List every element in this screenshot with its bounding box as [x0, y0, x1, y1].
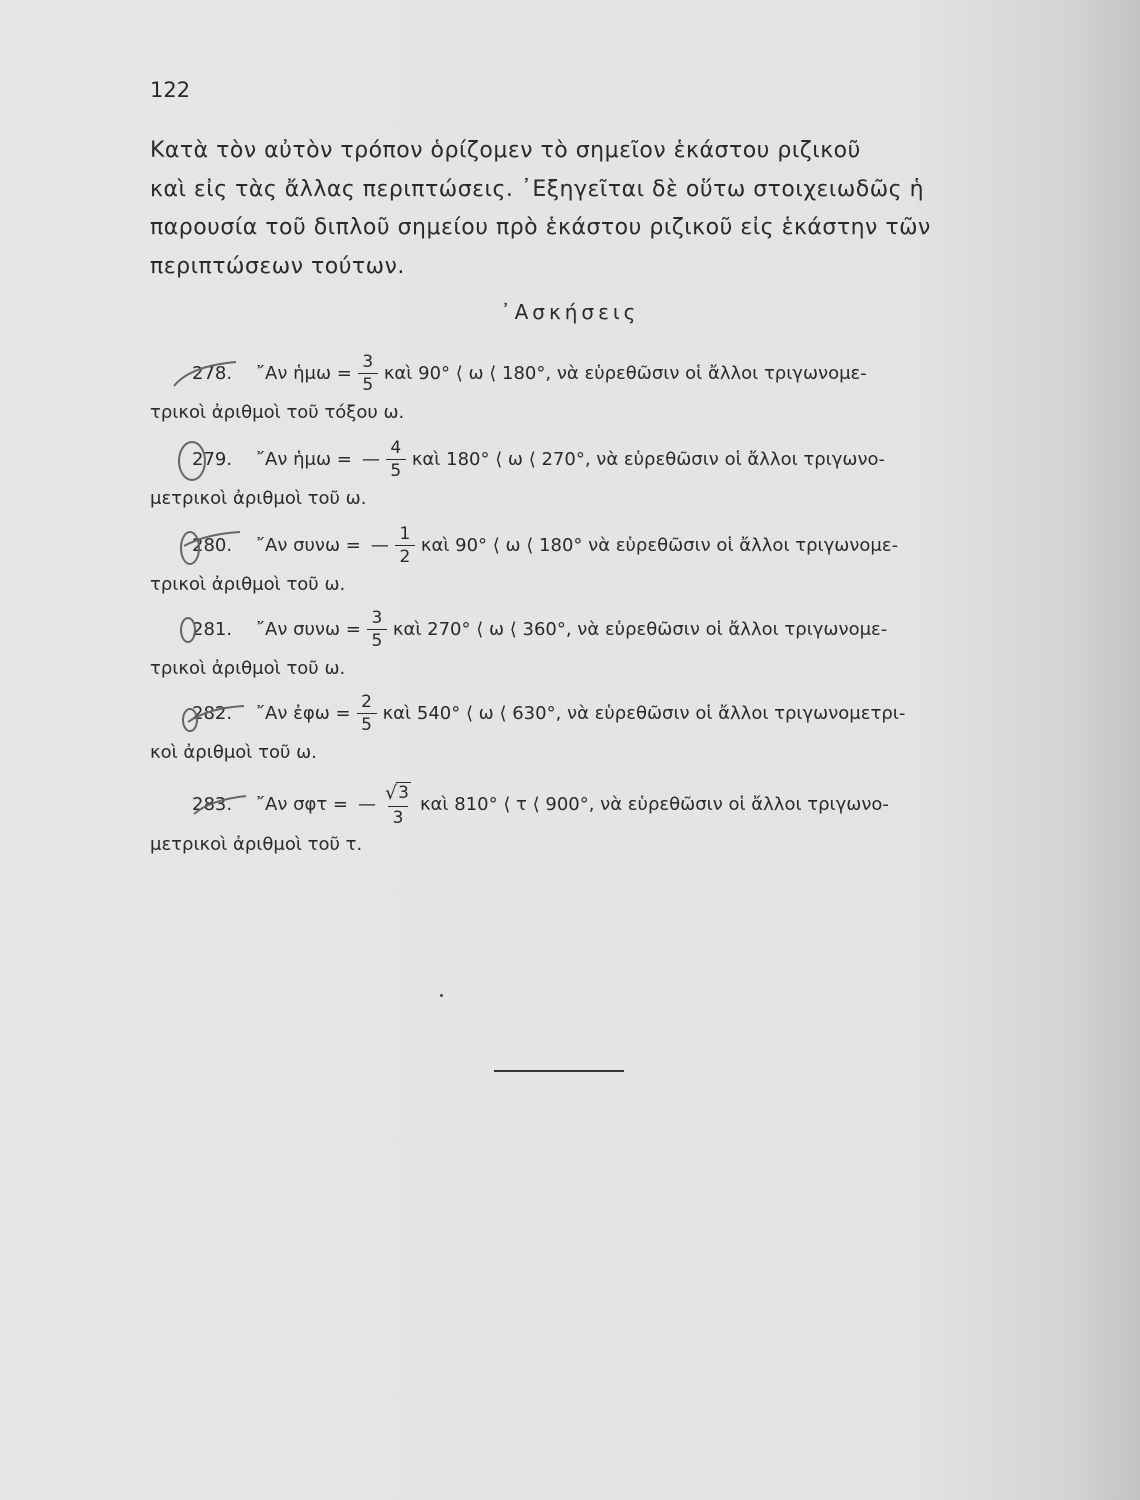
speck [440, 994, 443, 997]
exercise-condition: καὶ 180° ⟨ ω ⟨ 270°, νὰ εὑρεθῶσιν οἱ ἄλλοι τριγωνο- [411, 448, 886, 470]
fraction-sign: — [370, 534, 389, 556]
exercise-281 [150, 608, 1050, 682]
fraction [357, 692, 377, 736]
exercise-lhs: ῎Αν συνω = [256, 534, 361, 556]
pencil-check-mark-icon [170, 356, 240, 396]
section-title: ᾿Ασκήσεις [500, 300, 640, 324]
fraction-numerator: 4 [390, 438, 402, 458]
pencil-check-mark-icon [190, 790, 250, 826]
intro-line: περιπτώσεων τούτων. [150, 253, 405, 279]
exercise-278 [150, 352, 1050, 426]
exercise-continuation: μετρικοὶ ἀριθμοὶ τοῦ ω. [150, 487, 367, 509]
exercise-280 [150, 524, 1050, 598]
fraction [395, 524, 415, 568]
pencil-circle-check-icon [176, 526, 246, 568]
fraction-denominator: 3 [388, 806, 408, 828]
fraction-denominator: 5 [367, 629, 387, 651]
exercise-lhs: ῎Αν σφτ = [256, 794, 349, 816]
fraction-numerator: 1 [399, 524, 411, 544]
exercise-continuation: κοὶ ἀριθμοὶ τοῦ ω. [150, 741, 317, 763]
fraction-sign: — [361, 448, 380, 470]
page-number: 122 [150, 78, 191, 102]
intro-line: Κατὰ τὸν αὐτὸν τρόπον ὁρίζομεν τὸ σημεῖον ἑκάστου ριζικοῦ [150, 138, 861, 163]
intro-line: παρουσία τοῦ διπλοῦ σημείου πρὸ ἑκάστου ριζικοῦ εἰς ἑκάστην τῶν [150, 215, 931, 240]
exercise-lhs: ῎Αν ἡμω = [256, 362, 352, 384]
radical [382, 782, 414, 806]
section-divider [494, 1070, 624, 1072]
exercise-lhs: ῎Αν ἐφω = [256, 702, 351, 724]
exercise-condition: καὶ 90° ⟨ ω ⟨ 180° νὰ εὑρεθῶσιν οἱ ἄλλοι τριγωνομε- [420, 534, 899, 556]
fraction-numerator: 2 [361, 692, 372, 712]
fraction-sign: — [358, 794, 377, 816]
radical-sign: √ [385, 782, 398, 804]
exercise-continuation: τρικοὶ ἀριθμοὶ τοῦ ω. [150, 573, 346, 595]
fraction [382, 782, 414, 828]
fraction [367, 608, 387, 652]
exercise-283 [150, 782, 1050, 858]
pencil-circle-mark-icon [174, 438, 210, 484]
exercise-279 [150, 438, 1050, 512]
intro-paragraph [150, 132, 1050, 286]
exercise-condition: καὶ 810° ⟨ τ ⟨ 900°, νὰ εὑρεθῶσιν οἱ ἄλλοι τριγωνο- [419, 794, 889, 816]
exercise-condition: καὶ 90° ⟨ ω ⟨ 180°, νὰ εὑρεθῶσιν οἱ ἄλλοι τριγωνομε- [383, 362, 867, 384]
exercise-condition: καὶ 540° ⟨ ω ⟨ 630°, νὰ εὑρεθῶσιν οἱ ἄλλοι τριγωνομετρι- [382, 702, 906, 724]
exercise-lhs: ῎Αν συνω = [256, 618, 361, 640]
exercise-continuation: τρικοὶ ἀριθμοὶ τοῦ ω. [150, 657, 346, 679]
exercise-number: 282. [192, 702, 233, 724]
exercise-number: 278. [192, 362, 233, 384]
fraction-numerator: 3 [398, 783, 409, 803]
fraction-denominator: 2 [395, 545, 415, 567]
fraction [358, 352, 378, 396]
fraction-numerator: 3 [362, 352, 374, 372]
pencil-circle-mark-icon [176, 614, 202, 648]
fraction-denominator: 5 [386, 459, 406, 481]
exercise-lhs: ῎Αν ἡμω = [256, 448, 352, 470]
intro-line: καὶ εἰς τὰς ἄλλας περιπτώσεις. ᾿Εξηγεῖται δὲ οὕτω στοιχειωδῶς ἡ [150, 176, 925, 202]
exercise-number: 279. [192, 448, 233, 470]
exercise-number: 281. [192, 618, 233, 640]
exercise-condition: καὶ 270° ⟨ ω ⟨ 360°, νὰ εὑρεθῶσιν οἱ ἄλλοι τριγωνομε- [392, 618, 888, 640]
exercise-number: 280. [192, 534, 233, 556]
fraction-numerator: 3 [371, 608, 383, 628]
fraction-denominator: 5 [358, 373, 378, 395]
fraction [386, 438, 406, 482]
exercise-number: 283. [192, 794, 233, 816]
pencil-circle-check-icon [178, 698, 248, 738]
exercise-continuation: τρικοὶ ἀριθμοὶ τοῦ τόξου ω. [150, 401, 405, 423]
exercise-continuation: μετρικοὶ ἀριθμοὶ τοῦ τ. [150, 834, 363, 856]
exercise-282 [150, 692, 1050, 766]
fraction-denominator: 5 [357, 713, 377, 735]
